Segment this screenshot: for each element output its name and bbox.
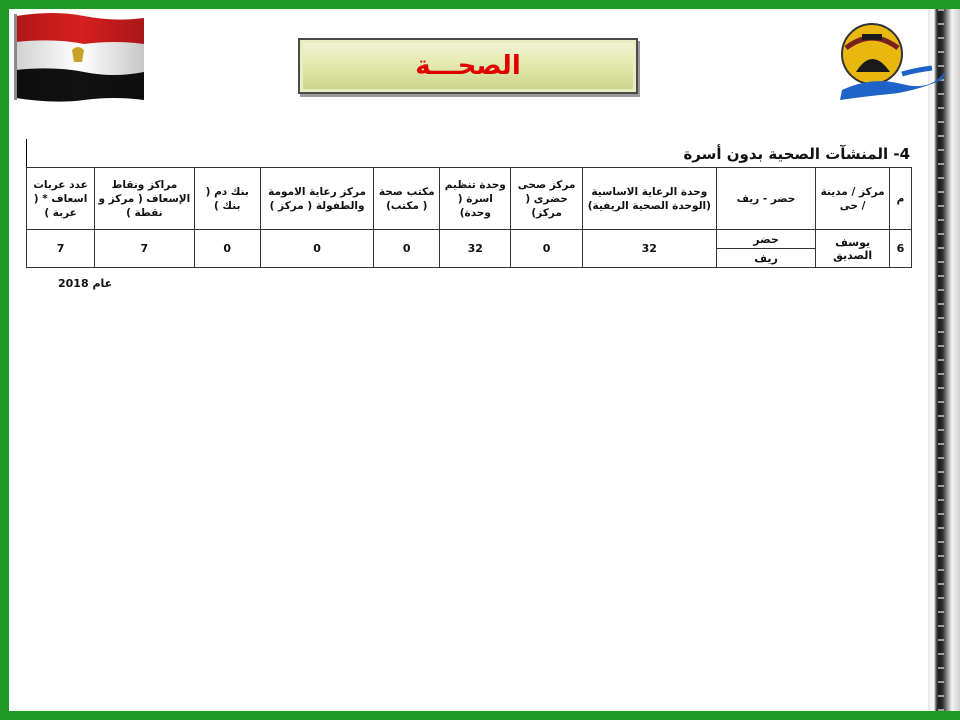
health-facilities-table: [26, 167, 912, 268]
cell-district: يوسف الصديق: [816, 230, 890, 268]
egypt-flag-icon: [14, 10, 146, 102]
film-strip-decoration: [928, 9, 960, 711]
table-header-row: [27, 168, 912, 230]
header-district: مركز / مدينة / حى: [816, 168, 890, 230]
header-index: م: [890, 168, 912, 230]
slide-title-box: [298, 38, 638, 94]
cell-urban-center: 0: [511, 230, 582, 268]
cell-health-office: 0: [374, 230, 440, 268]
header-primary-care: وحدة الرعاية الاساسية (الوحدة الصحية الريفية): [582, 168, 716, 230]
header-urban-center: مركز صحى حضرى ( مركز): [511, 168, 582, 230]
cell-rural: ريف: [716, 249, 815, 268]
slide-title: الصحـــة: [415, 51, 521, 81]
section-heading: 4- المنشآت الصحية بدون أسرة: [683, 145, 910, 163]
cell-blood-bank: 0: [194, 230, 260, 268]
cell-family-planning: 32: [440, 230, 511, 268]
cell-primary-care: 32: [582, 230, 716, 268]
governorate-logo-icon: [832, 14, 948, 104]
cell-ambulance-points: 7: [95, 230, 194, 268]
header-maternity-center: مركز رعاية الامومة والطفولة ( مركز ): [260, 168, 373, 230]
cell-urban: حضر: [716, 230, 815, 249]
table-top-rule: [26, 139, 27, 169]
table-row: [27, 230, 912, 249]
header-family-planning: وحدة تنظيم اسرة ( وحدة): [440, 168, 511, 230]
cell-maternity-center: 0: [260, 230, 373, 268]
header-health-office: مكتب صحة ( مكتب): [374, 168, 440, 230]
header-ambulance-cars: عدد عربات اسعاف * ( عربة ): [27, 168, 95, 230]
header-blood-bank: بنك دم ( بنك ): [194, 168, 260, 230]
cell-ambulance-cars: 7: [27, 230, 95, 268]
year-note: عام 2018: [58, 277, 113, 290]
header-ambulance-points: مراكز ونقاط الإسعاف ( مركز و نقطة ): [95, 168, 194, 230]
cell-index: 6: [890, 230, 912, 268]
header-urban-rural: حضر - ريف: [716, 168, 815, 230]
